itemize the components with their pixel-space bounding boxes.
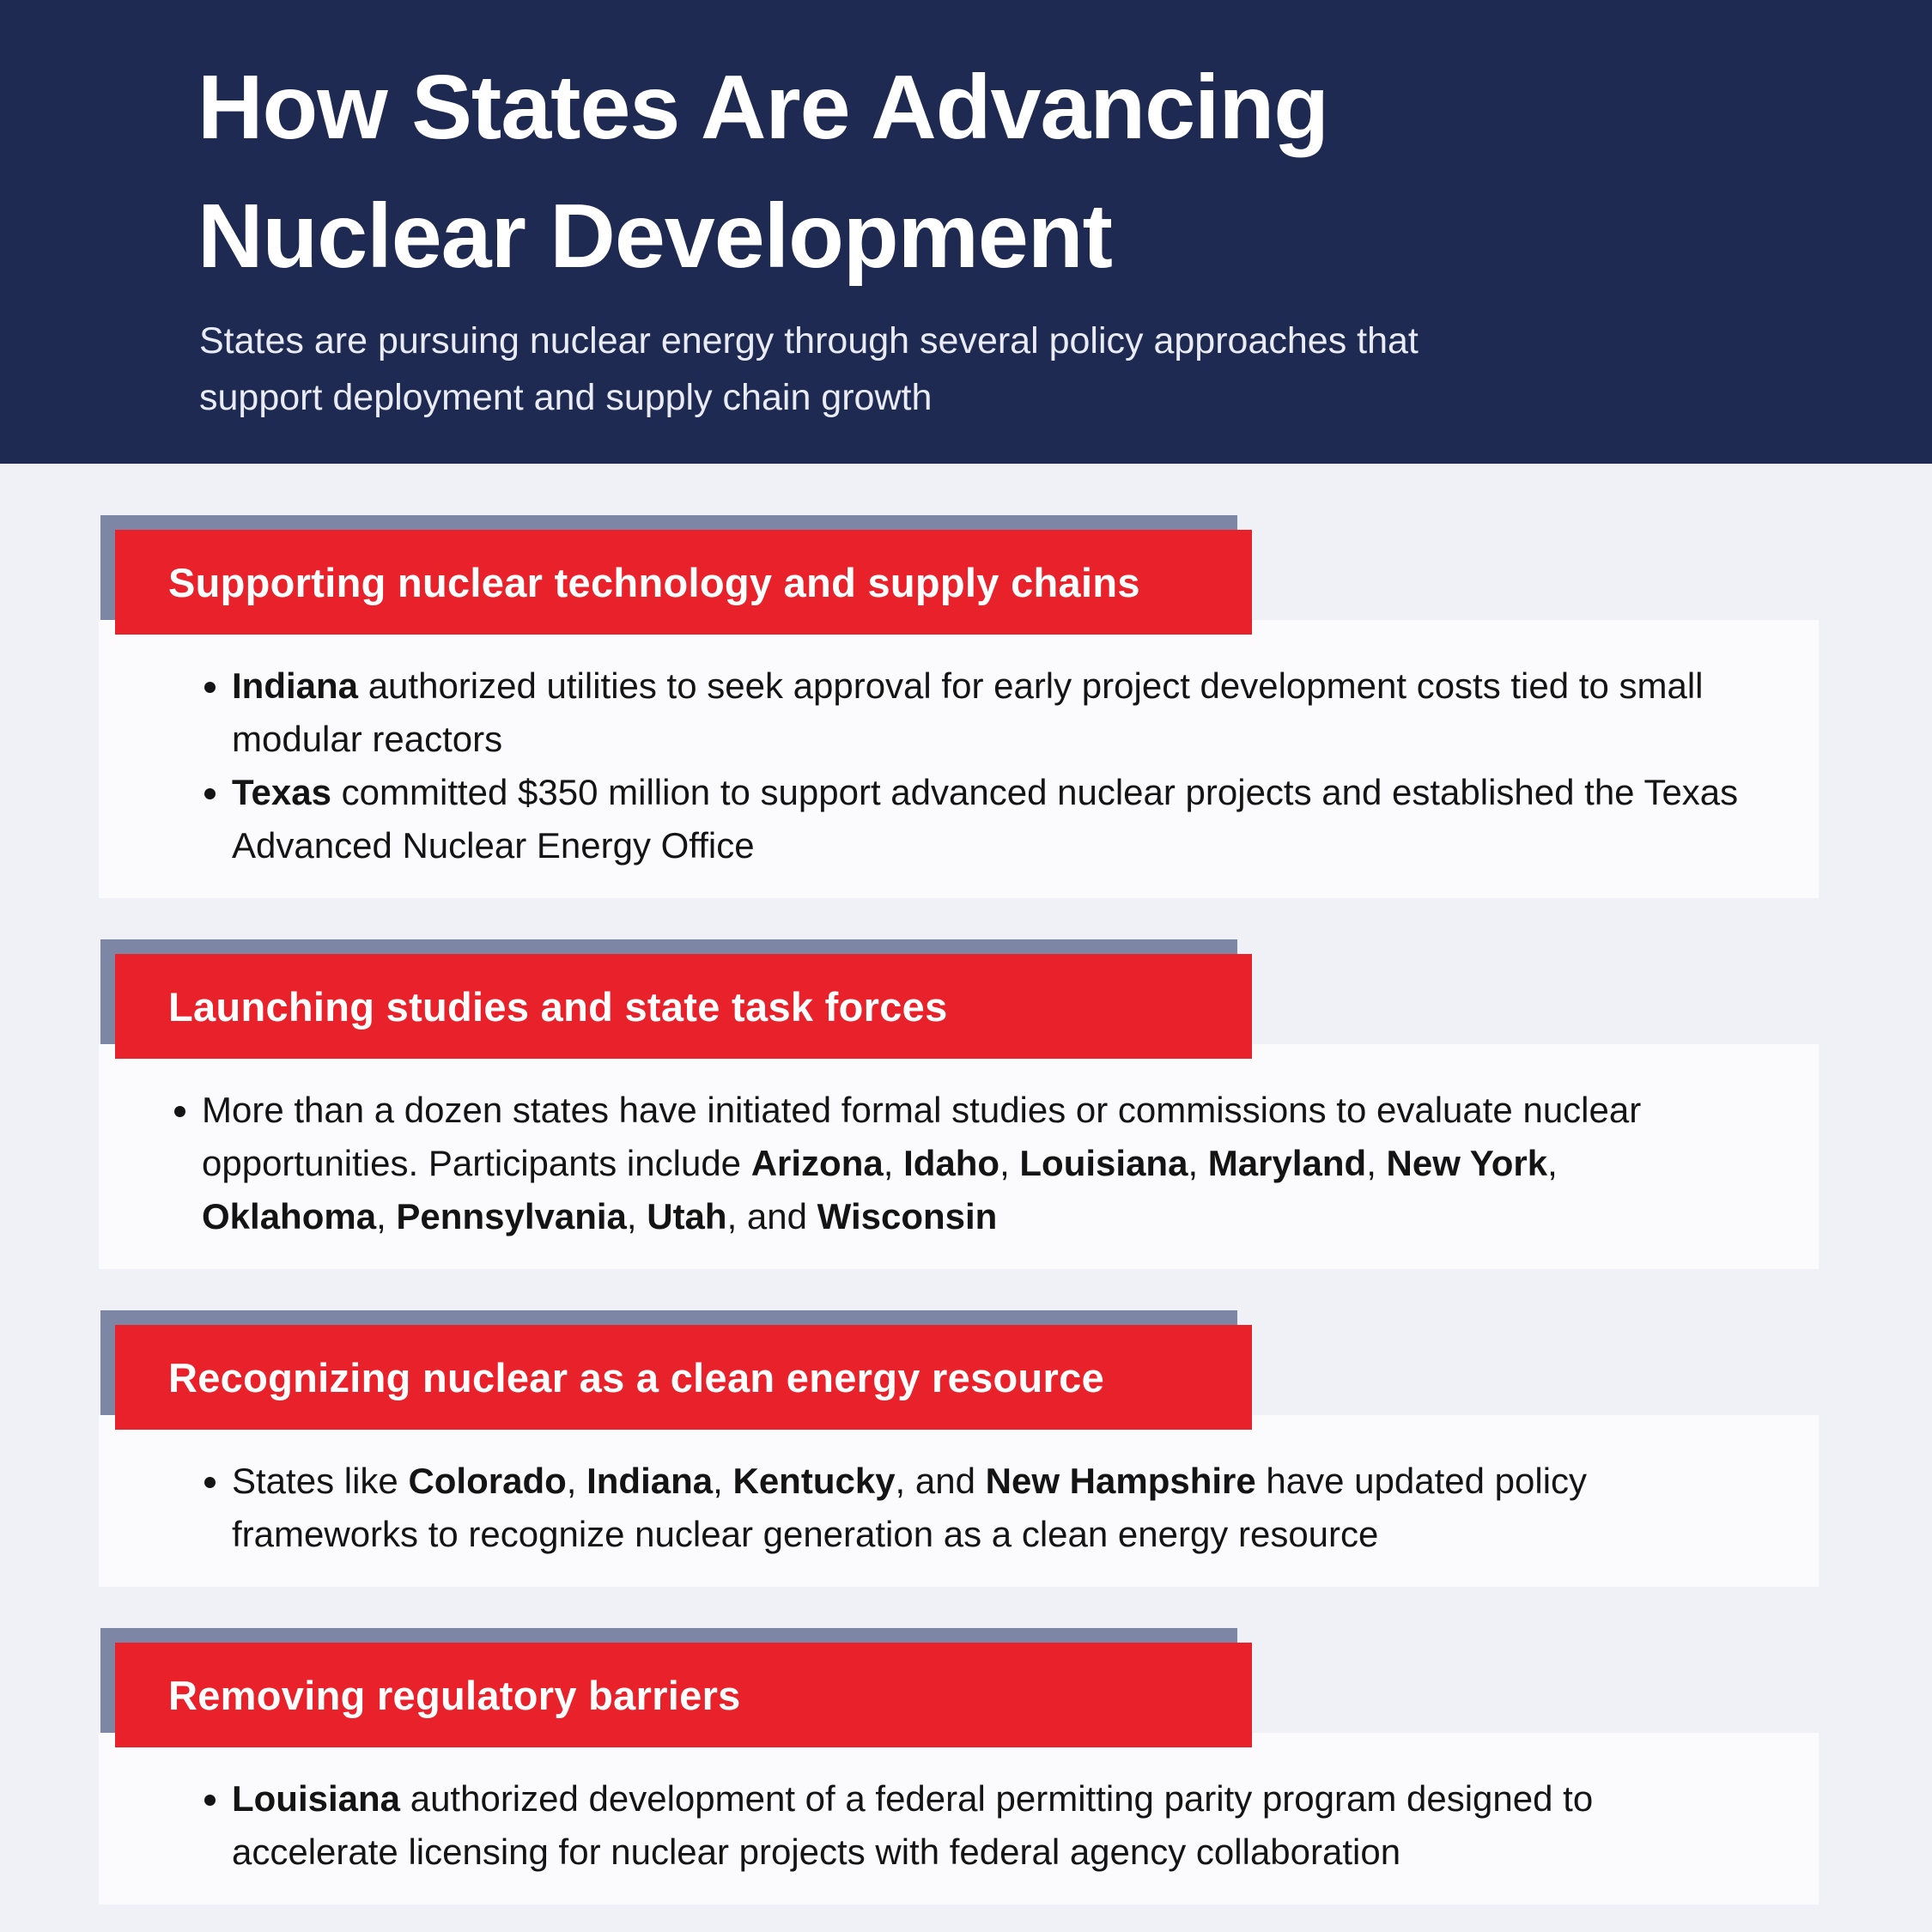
content-box (99, 1044, 1819, 1269)
section-banner (115, 1325, 1252, 1430)
section-supply-chains (99, 515, 1819, 898)
content-box (99, 620, 1819, 898)
page-title-line-1: How States Are Advancing (197, 57, 1328, 158)
section-banner (115, 954, 1252, 1059)
section-clean-energy (99, 1310, 1819, 1587)
section-banner (115, 1643, 1252, 1747)
bullet-item: • More than a dozen states have initiated formal studies or commissions to evaluate nuclear opportunities. Participants include Arizona, Idaho, Louisiana, Maryland, New York, Oklahoma, Pennsylvania, Utah, and Wisconsin (202, 1084, 1698, 1243)
bullet-item: • Texas committed $350 million to support advanced nuclear projects and established the Texas Advanced Nuclear Energy Office (232, 766, 1741, 872)
section-studies-task-forces (99, 939, 1819, 1269)
content-box (99, 1415, 1819, 1587)
section-title: Supporting nuclear technology and supply chains (168, 559, 1140, 605)
section-banner-wrap (99, 1310, 1819, 1430)
section-banner-wrap (99, 1628, 1819, 1747)
bullet-item: • Indiana authorized utilities to seek approval for early project development costs tied to small modular reactors (232, 659, 1741, 766)
bullet-list (99, 1455, 1741, 1561)
page-title (197, 43, 1855, 301)
sections-container (0, 464, 1932, 1905)
page-subtitle: States are pursuing nuclear energy through several policy approaches that support deployment and supply chain growth (199, 320, 1419, 418)
section-title: Launching studies and state task forces (168, 983, 948, 1030)
page-title-line-2: Nuclear Development (197, 185, 1112, 287)
section-regulatory-barriers (99, 1628, 1819, 1905)
content-box (99, 1733, 1819, 1905)
section-title: Removing regulatory barriers (168, 1672, 741, 1718)
bullet-list (99, 1084, 1698, 1243)
section-title: Recognizing nuclear as a clean energy resource (168, 1354, 1105, 1400)
section-banner (115, 530, 1252, 635)
section-banner-wrap (99, 939, 1819, 1059)
bullet-item: • Louisiana authorized development of a federal permitting parity program designed to accelerate licensing for nuclear projects with federal agency collaboration (232, 1772, 1741, 1879)
bullet-list (99, 659, 1741, 872)
section-banner-wrap (99, 515, 1819, 635)
header (0, 0, 1932, 464)
bullet-item: • States like Colorado, Indiana, Kentucky, and New Hampshire have updated policy frameworks to recognize nuclear generation as a clean energy resource (232, 1455, 1741, 1561)
bullet-list (99, 1772, 1741, 1879)
